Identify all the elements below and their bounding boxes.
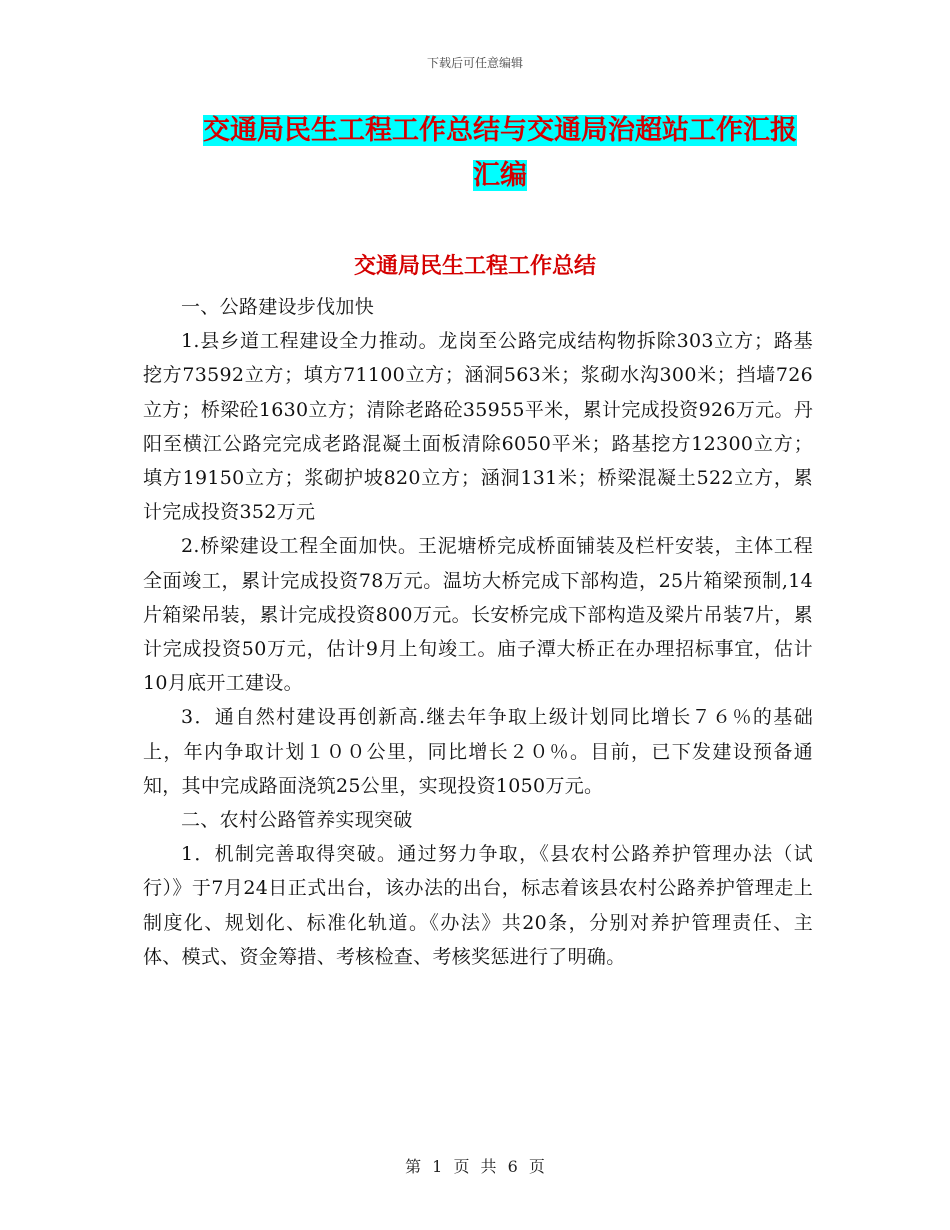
page-number-footer: 第 1 页 共 6 页 bbox=[405, 1157, 545, 1176]
page-header-note: 下载后可任意编辑 bbox=[426, 56, 523, 70]
document-body bbox=[143, 290, 813, 974]
paragraph-village-roads: 3．通自然村建设再创新高.继去年争取上级计划同比增长７６％的基础上，年内争取计划１００公里，同比增长２０％。目前，已下发建设预备通知，其中完成路面浇筑25公里，实现投资1050万元。 bbox=[143, 706, 813, 797]
section-title: 交通局民生工程工作总结 bbox=[353, 254, 596, 279]
paragraph-county-road-projects: 1.县乡道工程建设全力推动。龙岗至公路完成结构物拆除303立方；路基挖方73592立方；填方71100立方；涵洞563米；浆砌水沟300米；挡墙726立方；桥梁砼1630立方；清除老路砼35955平米，累计完成投资926万元。丹阳至横江公路完完成老路混凝土面板清除6050平米；路基挖方12300立方；填方19150立方；浆砌护坡820立方；涵洞131米；桥梁混凝土522立方，累计完成投资352万元 bbox=[143, 330, 813, 524]
heading-highway-construction: 一、公路建设步伐加快 bbox=[181, 296, 375, 318]
document-title bbox=[195, 108, 805, 198]
document-title-text: 交通局民生工程工作总结与交通局治超站工作汇报汇编 bbox=[203, 115, 797, 191]
paragraph-maintenance-mechanism: 1．机制完善取得突破。通过努力争取，《县农村公路养护管理办法（试行）》于7月24日正式出台，该办法的出台，标志着该县农村公路养护管理走上制度化、规划化、标准化轨道。《办法》共20条，分别对养护管理责任、主体、模式、资金筹措、考核检查、考核奖惩进行了明确。 bbox=[143, 843, 813, 968]
paragraph-bridge-projects: 2.桥梁建设工程全面加快。王泥塘桥完成桥面铺装及栏杆安装，主体工程全面竣工，累计完成投资78万元。温坊大桥完成下部构造，25片箱梁预制,14片箱梁吊装，累计完成投资800万元。长安桥完成下部构造及梁片吊装7片，累计完成投资50万元，估计9月上旬竣工。庙子潭大桥正在办理招标事宜，估计10月底开工建设。 bbox=[143, 535, 813, 695]
heading-rural-road-maintenance: 二、农村公路管养实现突破 bbox=[181, 809, 413, 832]
